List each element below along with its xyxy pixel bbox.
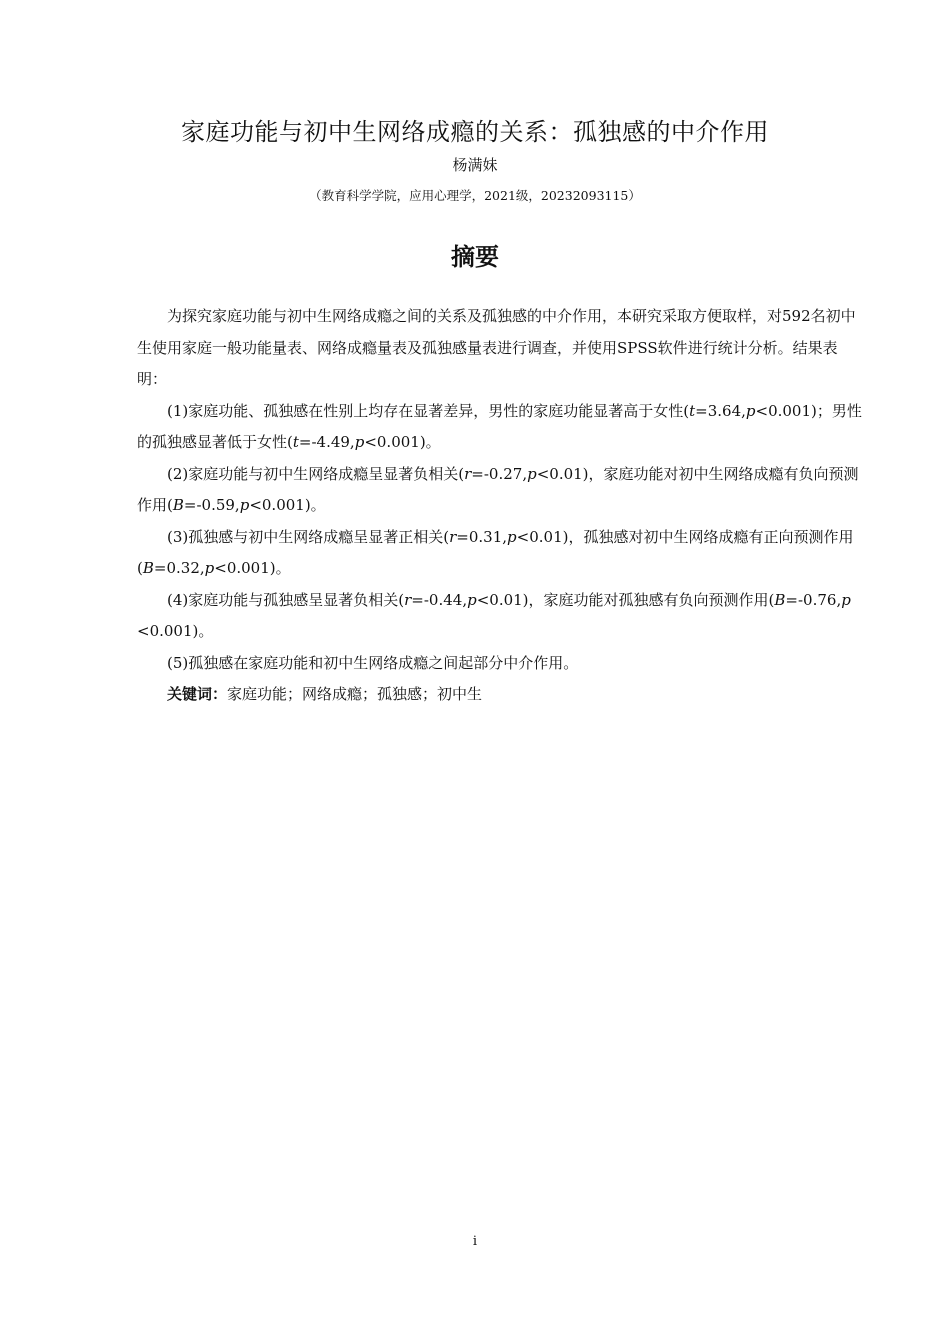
stat-value: =-0.76,	[785, 590, 842, 609]
abstract-intro: 为探究家庭功能与初中生网络成瘾之间的关系及孤独感的中介作用，本研究采取方便取样，对592名初中生使用家庭一般功能量表、网络成瘾量表及孤独感量表进行调查，并使用SPSS软件进行统计分析。结果表明：	[137, 307, 856, 388]
stat-symbol: p	[507, 527, 517, 546]
stat-symbol: r	[464, 464, 472, 483]
stat-symbol: B	[172, 496, 184, 514]
finding-4	[137, 585, 862, 648]
finding-2	[137, 459, 862, 522]
stat-symbol: p	[745, 401, 756, 420]
stat-value: <0.001)。	[249, 496, 326, 514]
stat-value: =-0.59,	[183, 496, 240, 514]
stat-symbol: t	[292, 433, 299, 451]
stat-value: <0.001)。	[214, 559, 291, 577]
stat-symbol: p	[204, 559, 215, 577]
stat-symbol: p	[467, 590, 477, 609]
stat-value: =0.32,	[153, 559, 205, 577]
stat-value: =-0.44,	[411, 590, 468, 609]
stat-value: =-4.49,	[298, 433, 355, 451]
stat-value: <0.01)，家庭功能对孤独感有负向预测作用(	[476, 590, 775, 609]
stat-value: <0.001)；男性的孤独感显著低于女性(	[137, 401, 862, 451]
finding-text: (4)家庭功能与孤独感呈显著负相关(	[167, 590, 405, 609]
stat-symbol: p	[354, 433, 365, 451]
stat-symbol: B	[142, 559, 154, 577]
stat-symbol: t	[689, 401, 696, 420]
finding-text: (3)孤独感与初中生网络成瘾呈显著正相关(	[167, 527, 450, 546]
keywords-list: 家庭功能；网络成瘾；孤独感；初中生	[227, 685, 483, 703]
keywords-label: 关键词：	[167, 685, 228, 703]
stat-value: =3.64,	[695, 401, 746, 420]
keywords-line	[137, 679, 862, 711]
finding-1	[137, 396, 862, 459]
stat-symbol: p	[841, 590, 851, 609]
author-affiliation: （教育科学学院，应用心理学，2021级，20232093115）	[309, 188, 641, 203]
stat-value: <0.001)。	[137, 622, 214, 640]
stat-value: =-0.27,	[471, 464, 528, 483]
stat-value: =0.31,	[456, 527, 508, 546]
paper-title: 家庭功能与初中生网络成瘾的关系：孤独感的中介作用	[181, 118, 769, 146]
stat-value: <0.01)，家庭功能对初中生网络成瘾有负向预测作用(	[137, 464, 859, 514]
stat-symbol: r	[404, 590, 412, 609]
finding-3	[137, 522, 862, 585]
page-number: i	[472, 1234, 478, 1249]
stat-symbol: r	[449, 527, 457, 546]
finding-text: (1)家庭功能、孤独感在性别上均存在显著差异，男性的家庭功能显著高于女性(	[167, 401, 690, 420]
abstract-heading: 摘要	[451, 243, 499, 271]
stat-symbol: B	[774, 590, 786, 609]
stat-symbol: p	[239, 496, 250, 514]
stat-value: <0.001)。	[364, 433, 441, 451]
stat-value: <0.01)，孤独感对初中生网络成瘾有正向预测作用(	[137, 527, 854, 577]
stat-symbol: p	[527, 464, 537, 483]
author-name: 杨满妹	[452, 156, 498, 174]
abstract-body	[137, 301, 862, 711]
finding-text: (2)家庭功能与初中生网络成瘾呈显著负相关(	[167, 464, 465, 483]
finding-5: (5)孤独感在家庭功能和初中生网络成瘾之间起部分中介作用。	[167, 653, 579, 672]
